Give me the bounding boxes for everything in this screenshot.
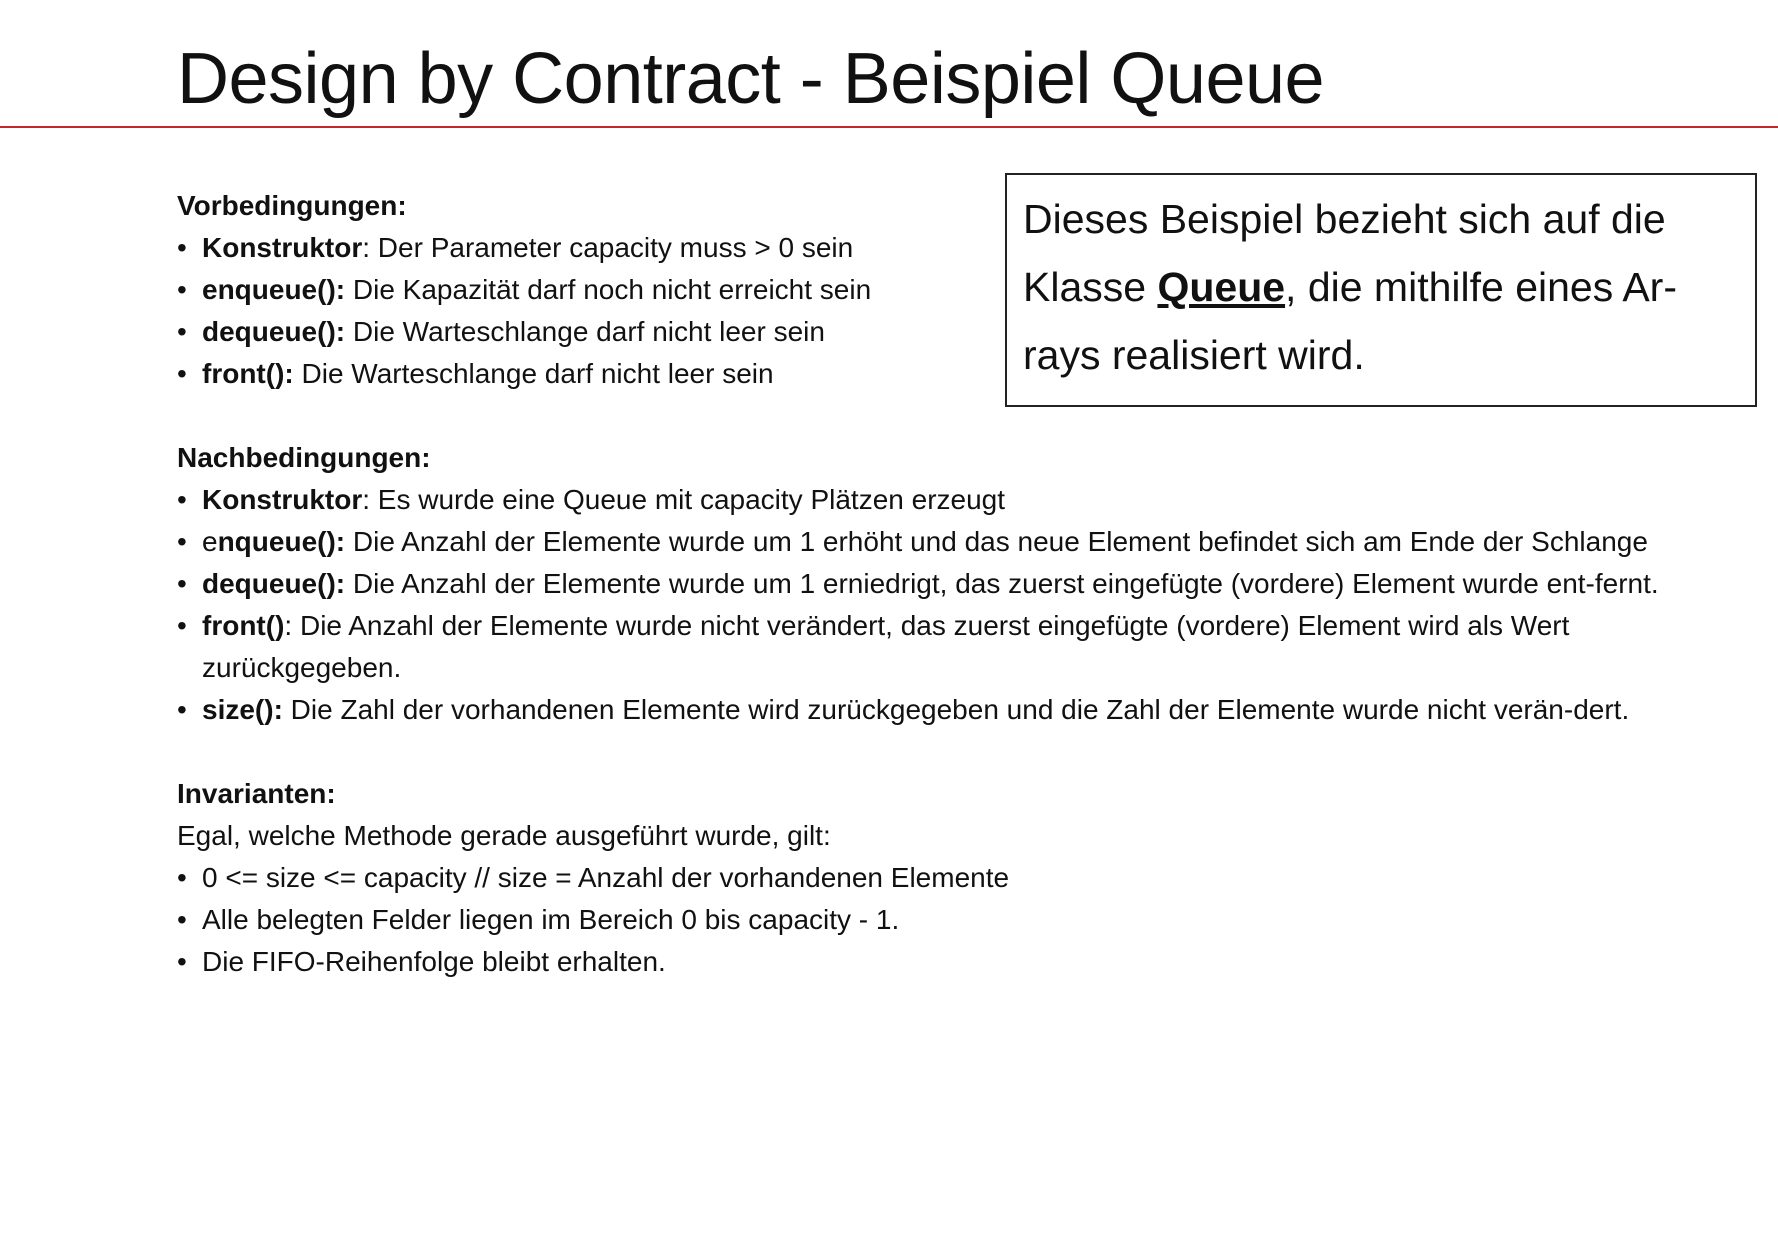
item-text: Die Anzahl der Elemente wurde um 1 erniedrigt, das zuerst eingefügte (vordere) Element wurde ent-fernt. xyxy=(345,568,1659,599)
item-term: front() xyxy=(202,610,285,641)
list-item xyxy=(177,605,1737,689)
item-text: Die Anzahl der Elemente wurde um 1 erhöht und das neue Element befindet sich am Ende der Schlange xyxy=(345,526,1648,557)
list-item: • 0 <= size <= capacity // size = Anzahl der vorhandenen Elemente xyxy=(177,857,1737,899)
item-sep: : xyxy=(362,232,371,263)
item-term: enqueue(): xyxy=(202,274,346,305)
list-item: • Die FIFO-Reihenfolge bleibt erhalten. xyxy=(177,941,1737,983)
item-text: Die Warteschlange darf nicht leer sein xyxy=(345,316,825,347)
item-term: nqueue(): xyxy=(217,526,346,557)
spacer xyxy=(177,731,1737,773)
item-text: Es wurde eine Queue mit capacity Plätzen erzeugt xyxy=(370,484,1006,515)
item-term: Konstruktor xyxy=(202,484,363,515)
slide-content xyxy=(177,185,1737,983)
invarianten-list xyxy=(177,857,1737,983)
vorbedingungen-list xyxy=(177,227,1737,395)
item-sep: : xyxy=(284,610,293,641)
list-item xyxy=(177,227,1002,269)
nachbedingungen-heading: Nachbedingungen: xyxy=(177,442,431,473)
list-item: • Alle belegten Felder liegen im Bereich 0 bis capacity - 1. xyxy=(177,899,1737,941)
list-item xyxy=(177,563,1737,605)
item-term: dequeue(): xyxy=(202,316,346,347)
vorbedingungen-heading: Vorbedingungen: xyxy=(177,190,407,221)
item-text: Die Kapazität darf noch nicht erreicht sein xyxy=(345,274,872,305)
list-item xyxy=(177,269,1002,311)
item-text: Der Parameter capacity muss > 0 sein xyxy=(370,232,854,263)
info-box-text-before: Dieses Beispiel bezieht sich auf die Klasse xyxy=(1023,196,1666,310)
item-sep: : xyxy=(362,484,371,515)
info-box-class-name: Queue xyxy=(1157,264,1286,310)
item-text: Die Anzahl der Elemente wurde nicht verändert, das zuerst eingefügte (vordere) Element wird als Wert zurückgegeben. xyxy=(202,610,1570,683)
list-item xyxy=(177,521,1737,563)
item-text: Die Warteschlange darf nicht leer sein xyxy=(293,358,774,389)
list-item xyxy=(177,689,1737,731)
item-term: size(): xyxy=(202,694,283,725)
slide-title: Design by Contract - Beispiel Queue xyxy=(177,39,1325,119)
title-divider xyxy=(0,126,1778,128)
info-box-text-after: , die mithilfe eines Ar-rays realisiert wird. xyxy=(1023,264,1677,378)
invarianten-heading: Invarianten: xyxy=(177,778,336,809)
list-item xyxy=(177,479,1737,521)
nachbedingungen-list xyxy=(177,479,1737,731)
item-term: Konstruktor xyxy=(202,232,363,263)
item-text: Die Zahl der vorhandenen Elemente wird zurückgegeben und die Zahl der Elemente wurde nicht verän-dert. xyxy=(282,694,1630,725)
spacer xyxy=(177,395,1737,437)
list-item xyxy=(177,353,1002,395)
item-term: dequeue(): xyxy=(202,568,346,599)
item-prefix: e xyxy=(202,526,218,557)
invarianten-intro: Egal, welche Methode gerade ausgeführt wurde, gilt: xyxy=(177,820,831,851)
list-item xyxy=(177,311,1002,353)
item-term: front(): xyxy=(202,358,294,389)
